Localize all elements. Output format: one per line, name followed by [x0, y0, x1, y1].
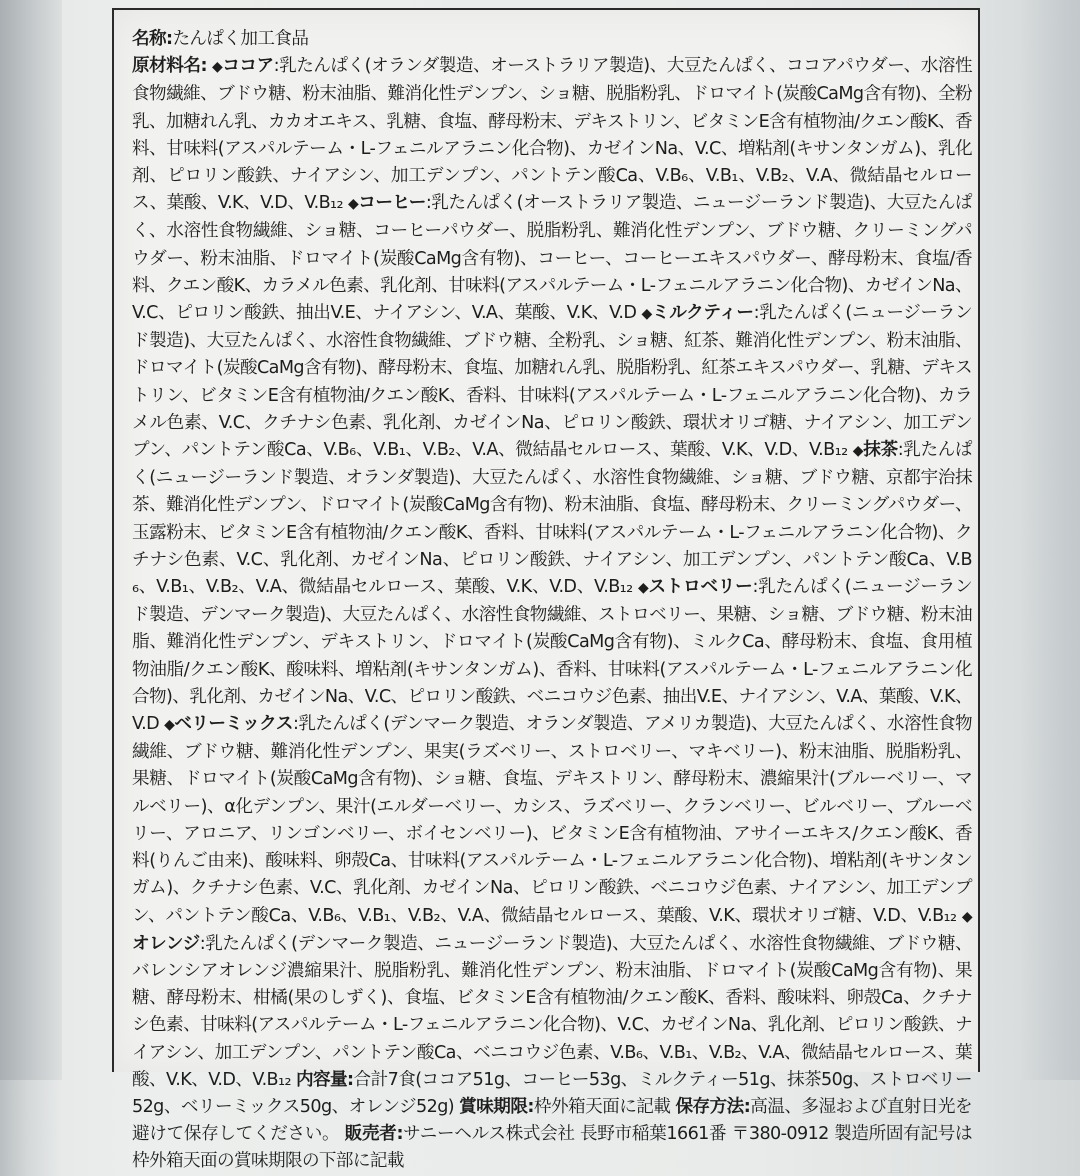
contents-value: 合計7食(ココア51g、コーヒー53g、ミルクティー51g、抹茶50g、ストロベリー52g、ベリーミックス50g、オレンジ52g): [132, 1069, 972, 1117]
flavor-ingredients: 乳たんぱく(デンマーク製造、ニュージーランド製造)、大豆たんぱく、水溶性食物繊維、ブドウ糖、バレンシアオレンジ濃縮果汁、脱脂粉乳、難消化性デンプン、粉末油脂、ドロマイト(炭酸CaMg含有物)、果糖、酵母粉末、柑橘(果のしずく)、食塩、ビタミンE含有植物油/クエン酸K、香料、酸味料、卵殻Ca、クチナシ色素、甘味料(アスパルテーム・L-フェニルアラニン化合物)、V.C、カゼインNa、乳化剤、ピロリン酸鉄、ナイアシン、加工デンプン、パントテン酸Ca、ベニコウジ色素、V.B₆、V.B₁、V.B₂、V.A、微結晶セルロース、葉酸、V.K、V.D、V.B₁₂: [132, 933, 972, 1090]
flavor-ingredients: 乳たんぱく(ニュージーランド製造)、大豆たんぱく、水溶性食物繊維、ブドウ糖、全粉乳、ショ糖、紅茶、難消化性デンプン、粉末油脂、ドロマイト(炭酸CaMg含有物)、酵母粉末、食塩、加糖れん乳、脱脂粉乳、紅茶エキスパウダー、乳糖、デキストリン、ビタミンE含有植物油/クエン酸K、香料、甘味料(アスパルテーム・L-フェニルアラニン化合物)、カラメル色素、V.C、クチナシ色素、乳化剤、カゼインNa、ピロリン酸鉄、環状オリゴ糖、ナイアシン、加工デンプン、パントテン酸Ca、V.B₆、V.B₁、V.B₂、V.A、微結晶セルロース、葉酸、V.K、V.D、V.B₁₂: [132, 303, 973, 461]
flavor-name: オレンジ: [132, 933, 200, 954]
name-heading: 名称:: [132, 29, 173, 49]
diamond-icon: ◆: [348, 196, 359, 213]
seller-heading: 販売者:: [344, 1124, 403, 1145]
flavor-ingredients: 乳たんぱく(オランダ製造、オーストラリア製造)、大豆たんぱく、ココアパウダー、水溶性食物繊維、ブドウ糖、粉末油脂、難消化性デンプン、ショ糖、脱脂粉乳、ドロマイト(炭酸CaMg含有物)、全粉乳、加糖れん乳、カカオエキス、乳糖、食塩、酵母粉末、デキストリン、ビタミンE含有植物油/クエン酸K、香料、甘味料(アスパルテーム・L-フェニルアラニン化合物)、カゼインNa、V.C、増粘剤(キサンタンガム)、乳化剤、ピロリン酸鉄、ナイアシン、加工デンプン、パントテン酸Ca、V.B₆、V.B₁、V.B₂、V.A、微結晶セルロース、葉酸、V.K、V.D、V.B₁₂: [132, 56, 973, 214]
flavor-name: コーヒー: [358, 193, 426, 214]
flavor-section-coffee: ◆コーヒー:乳たんぱく(オーストラリア製造、ニュージーランド製造)、大豆たんぱく、水溶性食物繊維、ショ糖、コーヒーパウダー、脱脂粉乳、難消化性デンプン、ブドウ糖、クリーミングパウダー、粉末油脂、ドロマイト(炭酸CaMg含有物)、コーヒー、コーヒーエキスパウダー、酵母粉末、食塩/香料、クエン酸K、カラメル色素、乳化剤、甘味料(アスパルテーム・L-フェニルアラニン化合物)、カゼインNa、V.C、ピロリン酸鉄、抽出V.E、ナイアシン、V.A、葉酸、V.K、V.D: [132, 193, 972, 324]
expiry-heading: 賞味期限:: [459, 1096, 534, 1117]
diamond-icon: ◆: [637, 580, 649, 597]
ingredients-heading: 原材料名:: [132, 56, 207, 77]
flavor-section-orange: ◆オレンジ:乳たんぱく(デンマーク製造、ニュージーランド製造)、大豆たんぱく、水溶性食物繊維、ブドウ糖、バレンシアオレンジ濃縮果汁、脱脂粉乳、難消化性デンプン、粉末油脂、ドロマイト(炭酸CaMg含有物)、果糖、酵母粉末、柑橘(果のしずく)、食塩、ビタミンE含有植物油/クエン酸K、香料、酸味料、卵殻Ca、クチナシ色素、甘味料(アスパルテーム・L-フェニルアラニン化合物)、V.C、カゼインNa、乳化剤、ピロリン酸鉄、ナイアシン、加工デンプン、パントテン酸Ca、ベニコウジ色素、V.B₆、V.B₁、V.B₂、V.A、微結晶セルロース、葉酸、V.K、V.D、V.B₁₂: [132, 908, 972, 1090]
flavor-section-berry-mix: ◆ベリーミックス:乳たんぱく(デンマーク製造、オランダ製造、アメリカ製造)、大豆たんぱく、水溶性食物繊維、ブドウ糖、難消化性デンプン、果実(ラズベリー、ストロベリー、マキベリー)、粉末油脂、脱脂粉乳、果糖、ドロマイト(炭酸CaMg含有物)、ショ糖、食塩、デキストリン、酵母粉末、濃縮果汁(ブルーベリー、マルベリー)、α化デンプン、果汁(エルダーベリー、カシス、ラズベリー、クランベリー、ビルベリー、ブルーベリー、アロニア、リンゴンベリー、ボイセンベリー)、ビタミンE含有植物油、アサイーエキス/クエン酸K、香料(りんご由来)、酸味料、卵殻Ca、甘味料(アスパルテーム・L-フェニルアラニン化合物)、増粘剤(キサンタンガム)、クチナシ色素、V.C、乳化剤、カゼインNa、ピロリン酸鉄、ベニコウジ色素、ナイアシン、加工デンプン、パントテン酸Ca、V.B₆、V.B₁、V.B₂、V.A、微結晶セルロース、葉酸、V.K、環状オリゴ糖、V.D、V.B₁₂: [132, 714, 973, 926]
storage-heading: 保存方法:: [675, 1096, 751, 1117]
storage-value: 高温、多湿および直射日光を避けて保存してください。: [132, 1096, 972, 1145]
manufacturing-code-note: 製造所固有記号は枠外箱天面の賞味期限の下部に記載: [132, 1124, 972, 1172]
contents-heading: 内容量:: [295, 1069, 354, 1090]
flavor-section-strawberry: ◆ストロベリー:乳たんぱく(ニュージーランド製造、デンマーク製造)、大豆たんぱく、水溶性食物繊維、ストロベリー、果糖、ショ糖、ブドウ糖、粉末油脂、難消化性デンプン、デキストリン、ドロマイト(炭酸CaMg含有物)、ミルクCa、酵母粉末、食塩、食用植物油脂/クエン酸K、酸味料、増粘剤(キサンタンガム)、香料、甘味料(アスパルテーム・L-フェニルアラニン化合物)、乳化剤、カゼインNa、V.C、ピロリン酸鉄、ベニコウジ色素、抽出V.E、ナイアシン、V.A、葉酸、V.K、V.D: [132, 577, 973, 735]
diamond-icon: ◆: [641, 306, 652, 323]
diamond-icon: ◆: [961, 908, 972, 925]
flavor-section-cocoa: ◆ココア:乳たんぱく(オランダ製造、オーストラリア製造)、大豆たんぱく、ココアパウダー、水溶性食物繊維、ブドウ糖、粉末油脂、難消化性デンプン、ショ糖、脱脂粉乳、ドロマイト(炭酸CaMg含有物)、全粉乳、加糖れん乳、カカオエキス、乳糖、食塩、酵母粉末、デキストリン、ビタミンE含有植物油/クエン酸K、香料、甘味料(アスパルテーム・L-フェニルアラニン化合物)、カゼインNa、V.C、増粘剤(キサンタンガム)、乳化剤、ピロリン酸鉄、ナイアシン、加工デンプン、パントテン酸Ca、V.B₆、V.B₁、V.B₂、V.A、微結晶セルロース、葉酸、V.K、V.D、V.B₁₂: [132, 56, 973, 214]
diamond-icon: ◆: [852, 443, 864, 460]
flavor-name: ストロベリー: [648, 577, 753, 598]
expiry-value: 枠外箱天面に記載: [533, 1096, 671, 1117]
flavor-ingredients: 乳たんぱく(オーストラリア製造、ニュージーランド製造)、大豆たんぱく、水溶性食物繊維、ショ糖、コーヒーパウダー、脱脂粉乳、難消化性デンプン、ブドウ糖、クリーミングパウダー、粉末油脂、ドロマイト(炭酸CaMg含有物)、コーヒー、コーヒーエキスパウダー、酵母粉末、食塩/香料、クエン酸K、カラメル色素、乳化剤、甘味料(アスパルテーム・L-フェニルアラニン化合物)、カゼインNa、V.C、ピロリン酸鉄、抽出V.E、ナイアシン、V.A、葉酸、V.K、V.D: [132, 193, 972, 324]
food-label-panel: [112, 8, 980, 1172]
box-side-shadow: [0, 0, 62, 1080]
flavor-ingredients: 乳たんぱく(ニュージーランド製造、オランダ製造)、大豆たんぱく、水溶性食物繊維、ショ糖、ブドウ糖、京都宇治抹茶、難消化性デンプン、ドロマイト(炭酸CaMg含有物)、粉末油脂、食塩、酵母粉末、クリーミングパウダー、玉露粉末、ビタミンE含有植物油/クエン酸K、香料、甘味料(アスパルテーム・L-フェニルアラニン化合物)、クチナシ色素、V.C、乳化剤、カゼインNa、ピロリン酸鉄、ナイアシン、加工デンプン、パントテン酸Ca、V.B₆、V.B₁、V.B₂、V.A、微結晶セルロース、葉酸、V.K、V.D、V.B₁₂: [132, 440, 972, 598]
seller-value: サニーヘルス株式会社 長野市稲葉1661番 〒380-0912: [402, 1124, 829, 1145]
flavor-name: ミルクティー: [651, 303, 754, 324]
diamond-icon: ◆: [164, 717, 175, 734]
product-category: たんぱく加工食品: [172, 29, 309, 49]
flavor-name: ココア: [222, 56, 274, 77]
diamond-icon: ◆: [212, 59, 223, 76]
flavor-ingredients: 乳たんぱく(ニュージーランド製造、デンマーク製造)、大豆たんぱく、水溶性食物繊維、ストロベリー、果糖、ショ糖、ブドウ糖、粉末油脂、難消化性デンプン、デキストリン、ドロマイト(炭酸CaMg含有物)、ミルクCa、酵母粉末、食塩、食用植物油脂/クエン酸K、酸味料、増粘剤(キサンタンガム)、香料、甘味料(アスパルテーム・L-フェニルアラニン化合物)、乳化剤、カゼインNa、V.C、ピロリン酸鉄、ベニコウジ色素、抽出V.E、ナイアシン、V.A、葉酸、V.K、V.D: [132, 577, 973, 735]
flavor-name: 抹茶: [863, 440, 898, 461]
food-label-text: [132, 26, 972, 1176]
flavor-section-matcha: ◆抹茶:乳たんぱく(ニュージーランド製造、オランダ製造)、大豆たんぱく、水溶性食物繊維、ショ糖、ブドウ糖、京都宇治抹茶、難消化性デンプン、ドロマイト(炭酸CaMg含有物)、粉末油脂、食塩、酵母粉末、クリーミングパウダー、玉露粉末、ビタミンE含有植物油/クエン酸K、香料、甘味料(アスパルテーム・L-フェニルアラニン化合物)、クチナシ色素、V.C、乳化剤、カゼインNa、ピロリン酸鉄、ナイアシン、加工デンプン、パントテン酸Ca、V.B₆、V.B₁、V.B₂、V.A、微結晶セルロース、葉酸、V.K、V.D、V.B₁₂: [132, 440, 972, 598]
flavor-name: ベリーミックス: [174, 714, 293, 735]
flavor-section-milk-tea: ◆ミルクティー:乳たんぱく(ニュージーランド製造)、大豆たんぱく、水溶性食物繊維、ブドウ糖、全粉乳、ショ糖、紅茶、難消化性デンプン、粉末油脂、ドロマイト(炭酸CaMg含有物)、酵母粉末、食塩、加糖れん乳、脱脂粉乳、紅茶エキスパウダー、乳糖、デキストリン、ビタミンE含有植物油/クエン酸K、香料、甘味料(アスパルテーム・L-フェニルアラニン化合物)、カラメル色素、V.C、クチナシ色素、乳化剤、カゼインNa、ピロリン酸鉄、環状オリゴ糖、ナイアシン、加工デンプン、パントテン酸Ca、V.B₆、V.B₁、V.B₂、V.A、微結晶セルロース、葉酸、V.K、V.D、V.B₁₂: [132, 303, 973, 461]
flavor-ingredients: 乳たんぱく(デンマーク製造、オランダ製造、アメリカ製造)、大豆たんぱく、水溶性食物繊維、ブドウ糖、難消化性デンプン、果実(ラズベリー、ストロベリー、マキベリー)、粉末油脂、脱脂粉乳、果糖、ドロマイト(炭酸CaMg含有物)、ショ糖、食塩、デキストリン、酵母粉末、濃縮果汁(ブルーベリー、マルベリー)、α化デンプン、果汁(エルダーベリー、カシス、ラズベリー、クランベリー、ビルベリー、ブルーベリー、アロニア、リンゴンベリー、ボイセンベリー)、ビタミンE含有植物油、アサイーエキス/クエン酸K、香料(りんご由来)、酸味料、卵殻Ca、甘味料(アスパルテーム・L-フェニルアラニン化合物)、増粘剤(キサンタンガム)、クチナシ色素、V.C、乳化剤、カゼインNa、ピロリン酸鉄、ベニコウジ色素、ナイアシン、加工デンプン、パントテン酸Ca、V.B₆、V.B₁、V.B₂、V.A、微結晶セルロース、葉酸、V.K、環状オリゴ糖、V.D、V.B₁₂: [132, 714, 973, 926]
box-side-right: [1020, 0, 1080, 1080]
